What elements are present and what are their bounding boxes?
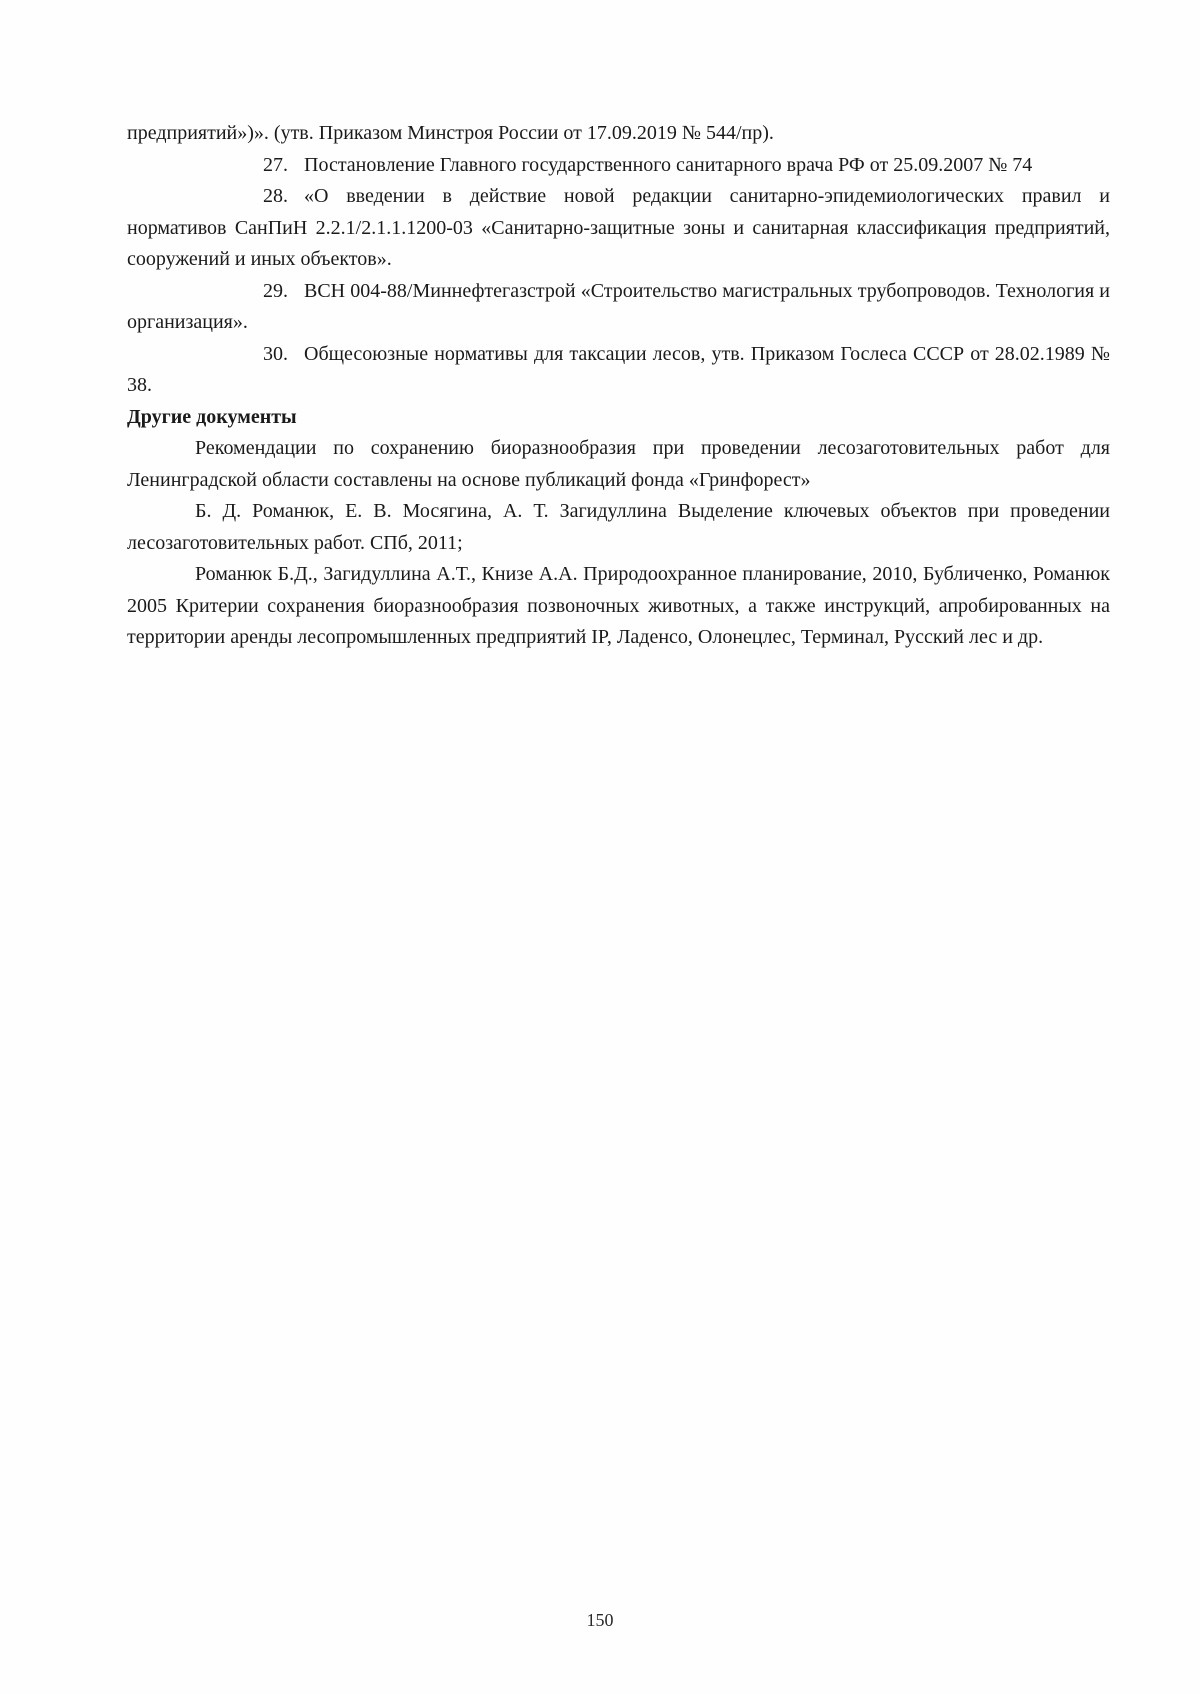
list-item: [127, 339, 1110, 402]
list-item-number: 27.: [263, 153, 288, 176]
list-item-text: Общесоюзные нормативы для таксации лесов, утв. Приказом Гослеса СССР от 28.02.1989 № 38.: [127, 342, 1110, 396]
list-item-text: ВСН 004-88/Миннефтегазстрой «Строительство магистральных трубопроводов. Технология и организация».: [127, 279, 1110, 333]
list-item-number: 30.: [263, 342, 288, 365]
paragraph: Рекомендации по сохранению биоразнообразия при проведении лесозаготовительных работ для Ленинградской области составлены на основе публикаций фонда «Гринфорест»: [127, 437, 1110, 491]
page-body: [127, 118, 1110, 654]
list-item-number: 29.: [263, 279, 288, 302]
list-item-number: 28.: [263, 185, 288, 207]
list-item: [127, 150, 1110, 182]
list-item: [127, 181, 1110, 276]
list-item-text: «О введении в действие новой редакции санитарно-эпидемиологических правил и нормативов СанПиН 2.2.1/2.1.1.1200-03 «Санитарно-защитные зоны и санитарная классификация предприятий, сооружений и иных объектов».: [127, 185, 1110, 270]
list-item: [127, 276, 1110, 339]
section-heading: Другие документы: [127, 405, 297, 428]
page-number: 150: [586, 1610, 614, 1630]
paragraph: Романюк Б.Д., Загидуллина А.Т., Книзе А.А. Природоохранное планирование, 2010, Бубличенко, Романюк 2005 Критерии сохранения биоразнообразия позвоночных животных, а также инструкций, апробированных на территории аренды лесопромышленных предприятий IP, Ладенсо, Олонецлес, Терминал, Русский лес и др.: [127, 563, 1110, 648]
paragraph: Б. Д. Романюк, Е. В. Мосягина, А. Т. Загидуллина Выделение ключевых объектов при проведении лесозаготовительных работ. СПб, 2011;: [127, 500, 1110, 554]
list-item-text: Постановление Главного государственного санитарного врача РФ от 25.09.2007 № 74: [304, 153, 1033, 176]
continuation-line: предприятий»)». (утв. Приказом Минстроя России от 17.09.2019 № 544/пр).: [127, 122, 774, 144]
